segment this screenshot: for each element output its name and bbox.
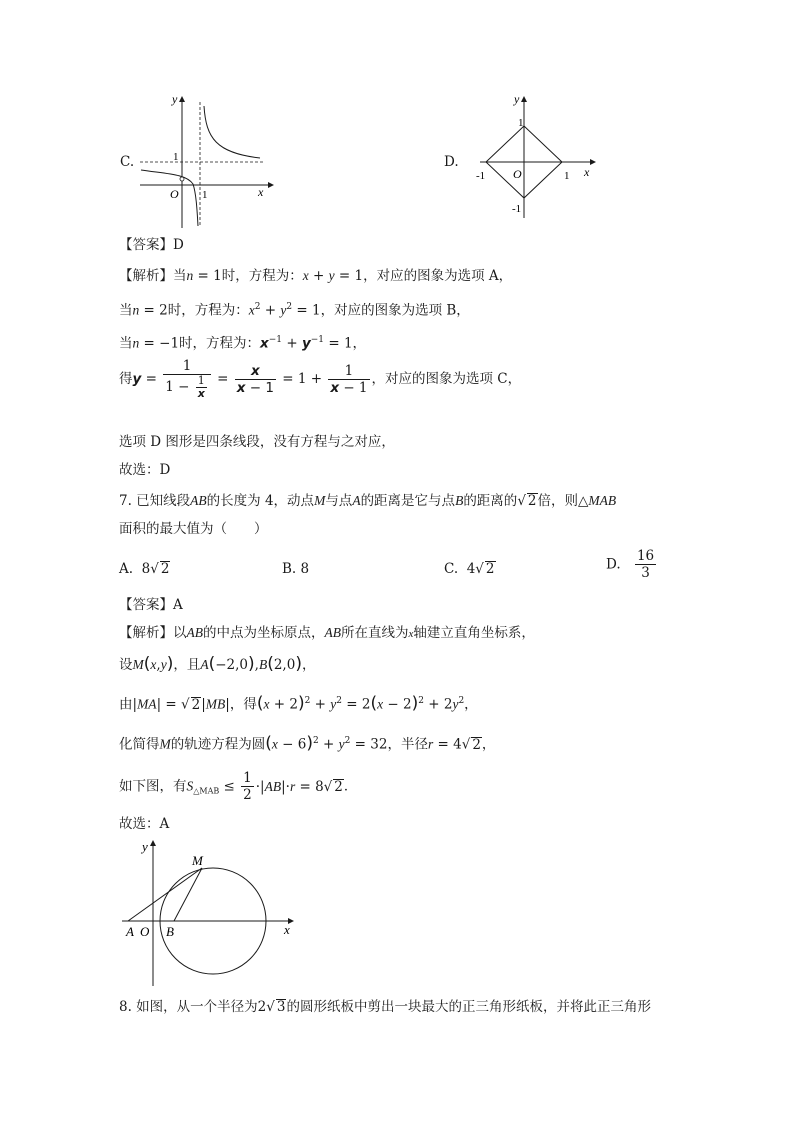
- q7-analysis-line-4: 化简得M的轨迹方程为圆$(x - 6)^2 + y^2 = 32$，半径r = 4√ 2，: [119, 733, 496, 754]
- circle-figure-y: y: [142, 839, 148, 854]
- q7-option-d: D. $\frac{16}{3}$: [606, 548, 655, 581]
- q7-option-a: A. 8√ 2: [119, 561, 170, 577]
- q7-analysis-line-5: 如下图，有$S_{\triangle MAB}$ ≤ $\frac{1}{2}$ ·|AB|·r = 8√ 2．: [119, 770, 358, 803]
- q7-stem-line-2: 面积的最大值为（ ）: [119, 521, 268, 537]
- graph-c-tick-y: 1: [173, 151, 179, 163]
- graph-d-label: D.: [444, 154, 459, 170]
- q7-option-c: C. 4√ 2: [444, 561, 495, 577]
- q6-analysis-line-1: 【解析】当n = 1时，方程为：x + y = 1，对应的图象为选项 A，: [119, 268, 513, 284]
- circle-figure-M: M: [192, 853, 203, 868]
- graph-d-tick-right: 1: [564, 170, 570, 182]
- q6-analysis-line-5: 选项 D 图形是四条线段，没有方程与之对应，: [119, 434, 395, 450]
- graph-d-tick-left: -1: [476, 170, 486, 182]
- q6-analysis-line-6: 故选：D: [119, 462, 171, 478]
- graph-d: [442, 88, 602, 228]
- graph-c-plot: [138, 88, 278, 228]
- graph-d-tick-top: 1: [518, 117, 524, 129]
- graph-c-tick-x: 1: [202, 189, 208, 201]
- graph-d-y: y: [514, 92, 520, 106]
- graph-c-y: y: [172, 92, 178, 106]
- q6-analysis-line-2: 当n = 2时，方程为：$x^2 + y^2 = 1$，对应的图象为选项 B，: [119, 302, 470, 319]
- q6-analysis-line-3: 当n = −1时，方程为：$x^{-1} + y^{-1} = 1$，: [119, 335, 367, 352]
- graph-d-origin: O: [513, 167, 522, 181]
- q7-answer: 【答案】A: [119, 597, 183, 613]
- q7-analysis-line-2: 设M(x,y)，且A(−2,0),B(2,0)，: [119, 654, 316, 674]
- circle-figure-O: O: [140, 924, 150, 939]
- graph-c: [118, 88, 278, 228]
- graph-c-label: C.: [120, 154, 135, 170]
- graph-d-x: x: [584, 165, 590, 179]
- q6-answer: 【答案】D: [119, 237, 184, 253]
- q8-stem: 8. 如图，从一个半径为2√ 3的圆形纸板中剪出一块最大的正三角形纸板，并将此正三角形: [119, 999, 651, 1015]
- circle-figure-B: B: [166, 924, 174, 939]
- q7-analysis-line-1: 【解析】以AB的中点为坐标原点，AB所在直线为x轴建立直角坐标系，: [119, 625, 535, 641]
- q6-analysis-line-4: 得y = 1 1 − $\frac{1}{x}$ = $\frac{x}{x - 1}$ = 1 + $\frac{1}{x - 1}$ ，对应的图象为选项 C，: [119, 358, 522, 400]
- q7-analysis-line-3: 由|MA| = √ 2|MB|，得$(x + 2)^2 + y^2 = 2(x - 2)^2 + 2y^2$，: [119, 693, 478, 714]
- circle-figure-x: x: [284, 922, 290, 937]
- q7-analysis-line-6: 故选：A: [119, 816, 170, 832]
- circle-figure: [118, 838, 298, 988]
- graph-d-plot: [472, 88, 602, 228]
- circle-figure-A: A: [126, 924, 134, 939]
- q7-option-b: B. 8: [282, 561, 310, 577]
- graph-d-tick-bottom: -1: [512, 203, 522, 215]
- graph-c-x: x: [258, 185, 264, 199]
- graph-c-origin: O: [170, 187, 179, 201]
- q7-stem-line-1: 7. 已知线段AB的长度为 4，动点M与点A的距离是它与点B的距离的√ 2倍，则△MAB: [119, 493, 617, 509]
